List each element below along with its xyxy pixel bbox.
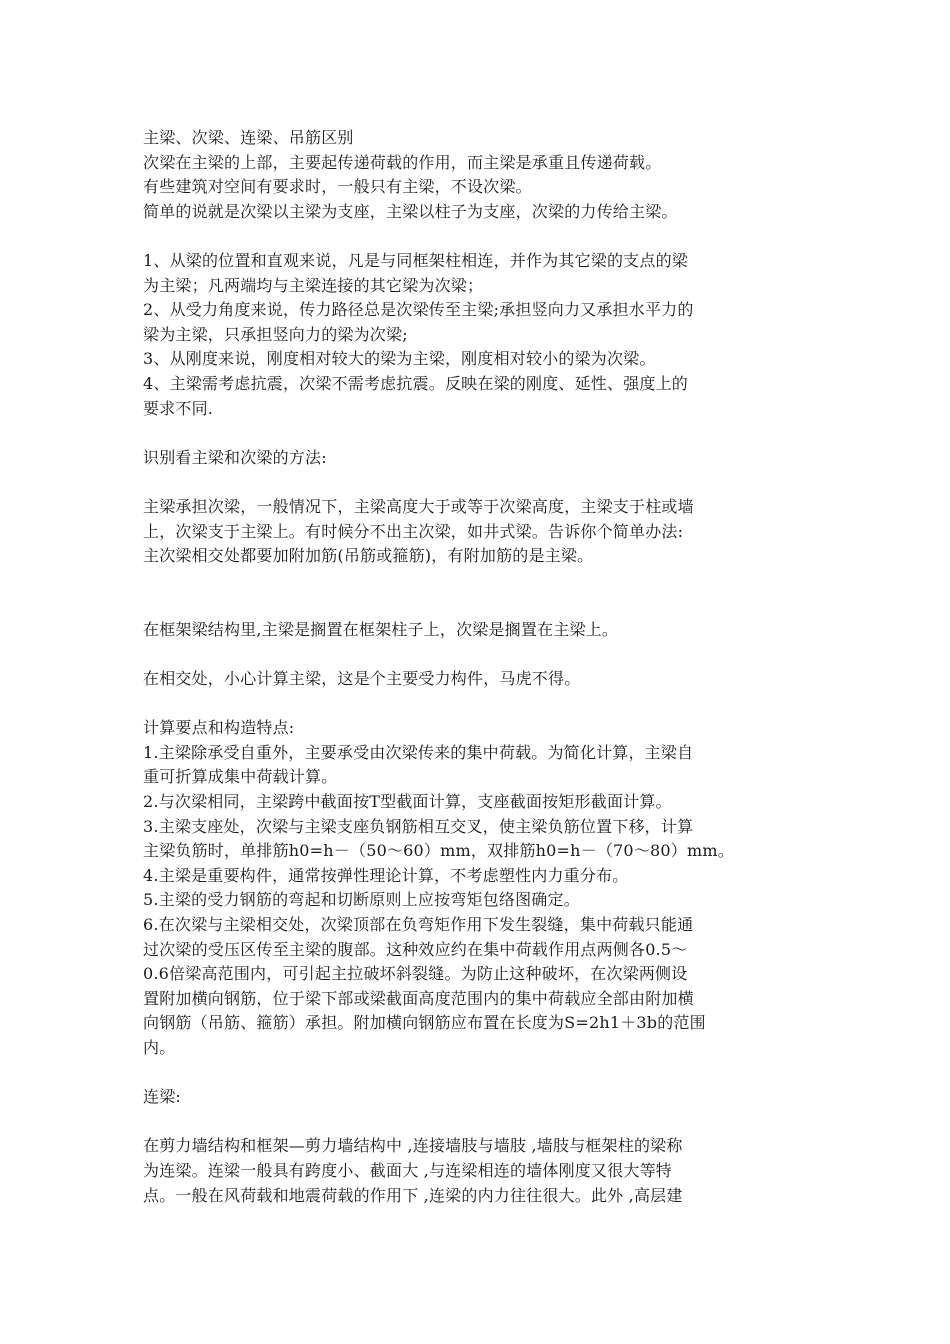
intro-line: 简单的说就是次梁以主梁为支座，主梁以柱子为支座，次梁的力传给主梁。	[143, 201, 678, 221]
paragraph-gap	[143, 692, 803, 717]
calc-point-line: 主梁负筋时，单排筋h0=h－（50～60）mm，双排筋h0=h－（70～80）mm。	[143, 841, 734, 861]
identify-line: 上，次梁支于主梁上。有时候分不出主次梁，如井式梁。告诉你个简单办法:	[143, 521, 684, 541]
calc-point-line: 3.主梁支座处，次梁与主梁支座负钢筋相互交叉，使主梁负筋位置下移，计算	[143, 816, 694, 836]
coupling-line: 点。一般在风荷载和地震荷载的作用下 ,连梁的内力往往很大。此外 ,高层建	[143, 1185, 683, 1205]
calc-point-line: 过次梁的受压区传至主梁的腹部。这种效应约在集中荷载作用点两侧各0.5～	[143, 939, 688, 959]
document-title: 主梁、次梁、连梁、吊筋区别	[143, 128, 354, 147]
calc-point-line: 重可折算成集中荷载计算。	[143, 767, 338, 787]
calc-point-line: 2.与次梁相同，主梁跨中截面按T型截面计算，支座截面按矩形截面计算。	[143, 792, 672, 812]
coupling-heading: 连梁:	[143, 1087, 181, 1107]
paragraph-gap	[143, 1061, 803, 1086]
paragraph-gap	[143, 569, 803, 618]
intersection-text: 在相交处，小心计算主梁，这是个主要受力构件，马虎不得。	[143, 669, 581, 689]
list1-line: 2、从受力角度来说，传力路径总是次梁传至主梁;承担竖向力又承担水平力的	[143, 300, 694, 320]
paragraph-gap	[143, 1110, 803, 1135]
list1-line: 要求不同.	[143, 398, 214, 418]
list1-line: 4、主梁需考虑抗震，次梁不需考虑抗震。反映在梁的刚度、延性、强度上的	[143, 373, 688, 393]
calc-point-line: 内。	[143, 1037, 176, 1057]
calc-point-line: 向钢筋（吊筋、箍筋）承担。附加横向钢筋应布置在长度为S=2h1＋3b的范围	[143, 1013, 706, 1033]
list1-line: 1、从梁的位置和直观来说，凡是与同框架柱相连，并作为其它梁的支点的梁	[143, 250, 688, 270]
calc-point-line: 4.主梁是重要构件，通常按弹性理论计算，不考虑塑性内力重分布。	[143, 865, 629, 885]
list1-line: 为主梁；凡两端均与主梁连接的其它梁为次梁；	[143, 275, 484, 295]
calc-point-line: 1.主梁除承受自重外，主要承受由次梁传来的集中荷载。为简化计算，主梁自	[143, 742, 694, 762]
paragraph-gap	[143, 421, 803, 446]
calc-point-line: 0.6倍梁高范围内，可引起主拉破坏斜裂缝。为防止这种破坏，在次梁两侧设	[143, 964, 688, 984]
identify-line: 主梁承担次梁，一般情况下，主梁高度大于或等于次梁高度，主梁支于柱或墙	[143, 496, 694, 516]
calc-heading: 计算要点和构造特点:	[143, 718, 295, 738]
calc-point-line: 置附加横向钢筋，位于梁下部或梁截面高度范围内的集中荷载应全部由附加横	[143, 988, 694, 1008]
calc-point-line: 5.主梁的受力钢筋的弯起和切断原则上应按弯矩包络图确定。	[143, 890, 580, 910]
intro-line: 次梁在主梁的上部，主要起传递荷载的作用，而主梁是承重且传递荷载。	[143, 152, 662, 172]
paragraph-gap	[143, 642, 803, 667]
identify-line: 主次梁相交处都要加附加筋(吊筋或箍筋)，有附加筋的是主梁。	[143, 546, 594, 566]
paragraph-gap	[143, 470, 803, 495]
identify-heading: 识别看主梁和次梁的方法:	[143, 447, 327, 467]
intro-line: 有些建筑对空间有要求时，一般只有主梁，不设次梁。	[143, 177, 532, 197]
calc-point-line: 6.在次梁与主梁相交处，次梁顶部在负弯矩作用下发生裂缝，集中荷载只能通	[143, 915, 694, 934]
coupling-line: 在剪力墙结构和框架—剪力墙结构中 ,连接墙肢与墙肢 ,墙肢与框架柱的梁称	[143, 1136, 683, 1156]
list1-line: 梁为主梁，只承担竖向力的梁为次梁;	[143, 324, 408, 344]
coupling-line: 为连梁。连梁一般具有跨度小、截面大 ,与连梁相连的墙体刚度又很大等特	[143, 1160, 672, 1180]
paragraph-gap	[143, 224, 803, 249]
list1-line: 3、从刚度来说，刚度相对较大的梁为主梁，刚度相对较小的梁为次梁。	[143, 349, 656, 369]
frame-text: 在框架梁结构里,主梁是搁置在框架柱子上，次梁是搁置在主梁上。	[143, 619, 619, 639]
document-body	[143, 126, 803, 1208]
